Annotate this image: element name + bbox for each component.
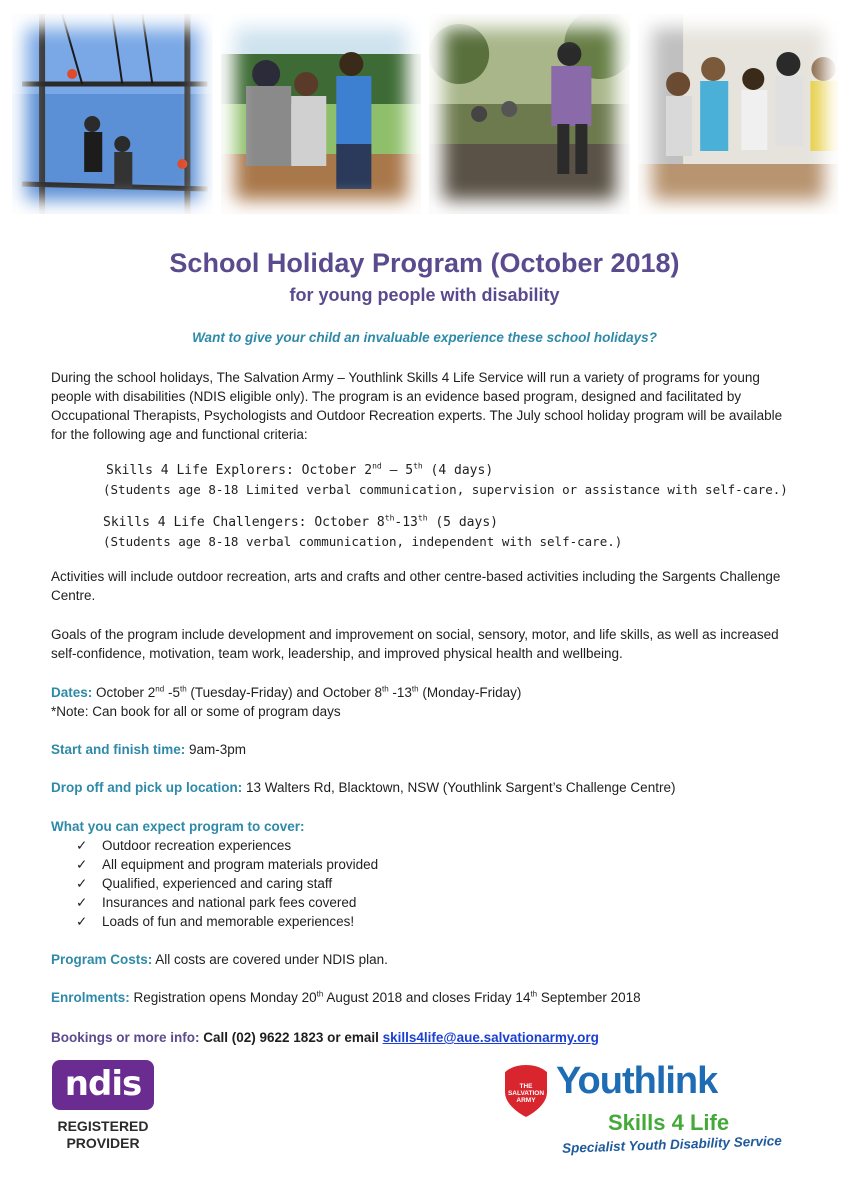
check-icon: ✓	[76, 838, 88, 853]
page-subtitle: for young people with disability	[289, 285, 560, 305]
svg-text:THE: THE	[519, 1083, 533, 1090]
list-item: ✓ Outdoor recreation experiences	[76, 838, 292, 853]
ndis-logo	[52, 1060, 162, 1160]
dates-note: *Note: Can book for all or some of program days	[51, 704, 341, 719]
youthlink-tagline: Specialist Youth Disability Service	[561, 1133, 783, 1156]
list-item: ✓ Insurances and national park fees covered	[76, 895, 357, 910]
bookings-line: Bookings or more info: Call (02) 9622 1823 or email skills4life@aue.salvationarmy.org	[51, 1030, 599, 1045]
list-item: ✓ Qualified, experienced and caring staff	[76, 876, 333, 891]
svg-text:SALVATION: SALVATION	[507, 1090, 545, 1097]
intro-question: Want to give your child an invaluable experience these school holidays?	[192, 330, 657, 345]
check-icon: ✓	[76, 876, 88, 891]
goals-paragraph: Goals of the program include development and improvement on social, sensory, motor, and life skills, as well as increased self-confidence, motivation, team work, leadership, and improved physical health and wellbeing.	[51, 627, 779, 661]
photo-kids-kitchen	[638, 14, 839, 214]
photo-strip	[12, 14, 838, 214]
salvation-army-shield-icon	[500, 1062, 552, 1120]
ndis-registered-provider: REGISTERED PROVIDER	[57, 1118, 149, 1151]
check-icon: ✓	[76, 895, 88, 910]
list-item: ✓ All equipment and program materials provided	[76, 857, 379, 872]
program-explorers-title: Skills 4 Life Explorers: October 2nd – 5th (4 days)	[106, 461, 494, 478]
time-line: Start and finish time: 9am-3pm	[51, 742, 247, 757]
cover-list	[76, 836, 378, 931]
skills4life-wordmark: Skills 4 Life	[608, 1110, 730, 1135]
location-line: Drop off and pick up location: 13 Walters Rd, Blacktown, NSW (Youthlink Sargent’s Challenge Centre)	[51, 780, 676, 795]
ndis-wordmark: ndis	[52, 1060, 154, 1110]
program-challengers-desc: (Students age 8-18 verbal communication, independent with self-care.)	[103, 534, 623, 549]
program-explorers-desc: (Students age 8-18 Limited verbal communication, supervision or assistance with self-care.)	[103, 482, 788, 497]
photo-bushwalk	[429, 14, 630, 214]
page-title: School Holiday Program (October 2018)	[169, 248, 680, 278]
check-icon: ✓	[76, 914, 88, 929]
list-item: ✓ Loads of fun and memorable experiences!	[76, 914, 355, 929]
program-challengers-title: Skills 4 Life Challengers: October 8th-13th (5 days)	[103, 513, 498, 530]
activities-paragraph: Activities will include outdoor recreation, arts and crafts and other centre-based activities including the Sargents Challenge Centre.	[51, 569, 781, 603]
cover-heading: What you can expect program to cover:	[51, 819, 305, 834]
youthlink-logo	[500, 1060, 790, 1160]
check-icon: ✓	[76, 857, 88, 872]
svg-text:ARMY: ARMY	[516, 1097, 536, 1104]
enrolments-line: Enrolments: Registration opens Monday 20th August 2018 and closes Friday 14th September 2018	[51, 989, 641, 1005]
photo-high-ropes	[12, 14, 213, 214]
intro-paragraph: During the school holidays, The Salvation Army – Youthlink Skills 4 Life Service will run a variety of programs for young people with disabilities (NDIS eligible only). The program is an evidence based program, designed and facilitated by Occupational Therapists, Psychologists and Outdoor Recreation experts. The July school holiday program will be available for the following age and functional criteria:	[51, 370, 783, 442]
costs-line: Program Costs: All costs are covered under NDIS plan.	[51, 952, 388, 967]
dates-line: Dates: October 2nd -5th (Tuesday-Friday) and October 8th -13th (Monday-Friday)	[51, 684, 522, 700]
youthlink-wordmark: Youthlink	[556, 1060, 718, 1102]
photo-group-hug	[221, 14, 422, 214]
email-link[interactable]: skills4life@aue.salvationarmy.org	[382, 1030, 599, 1045]
